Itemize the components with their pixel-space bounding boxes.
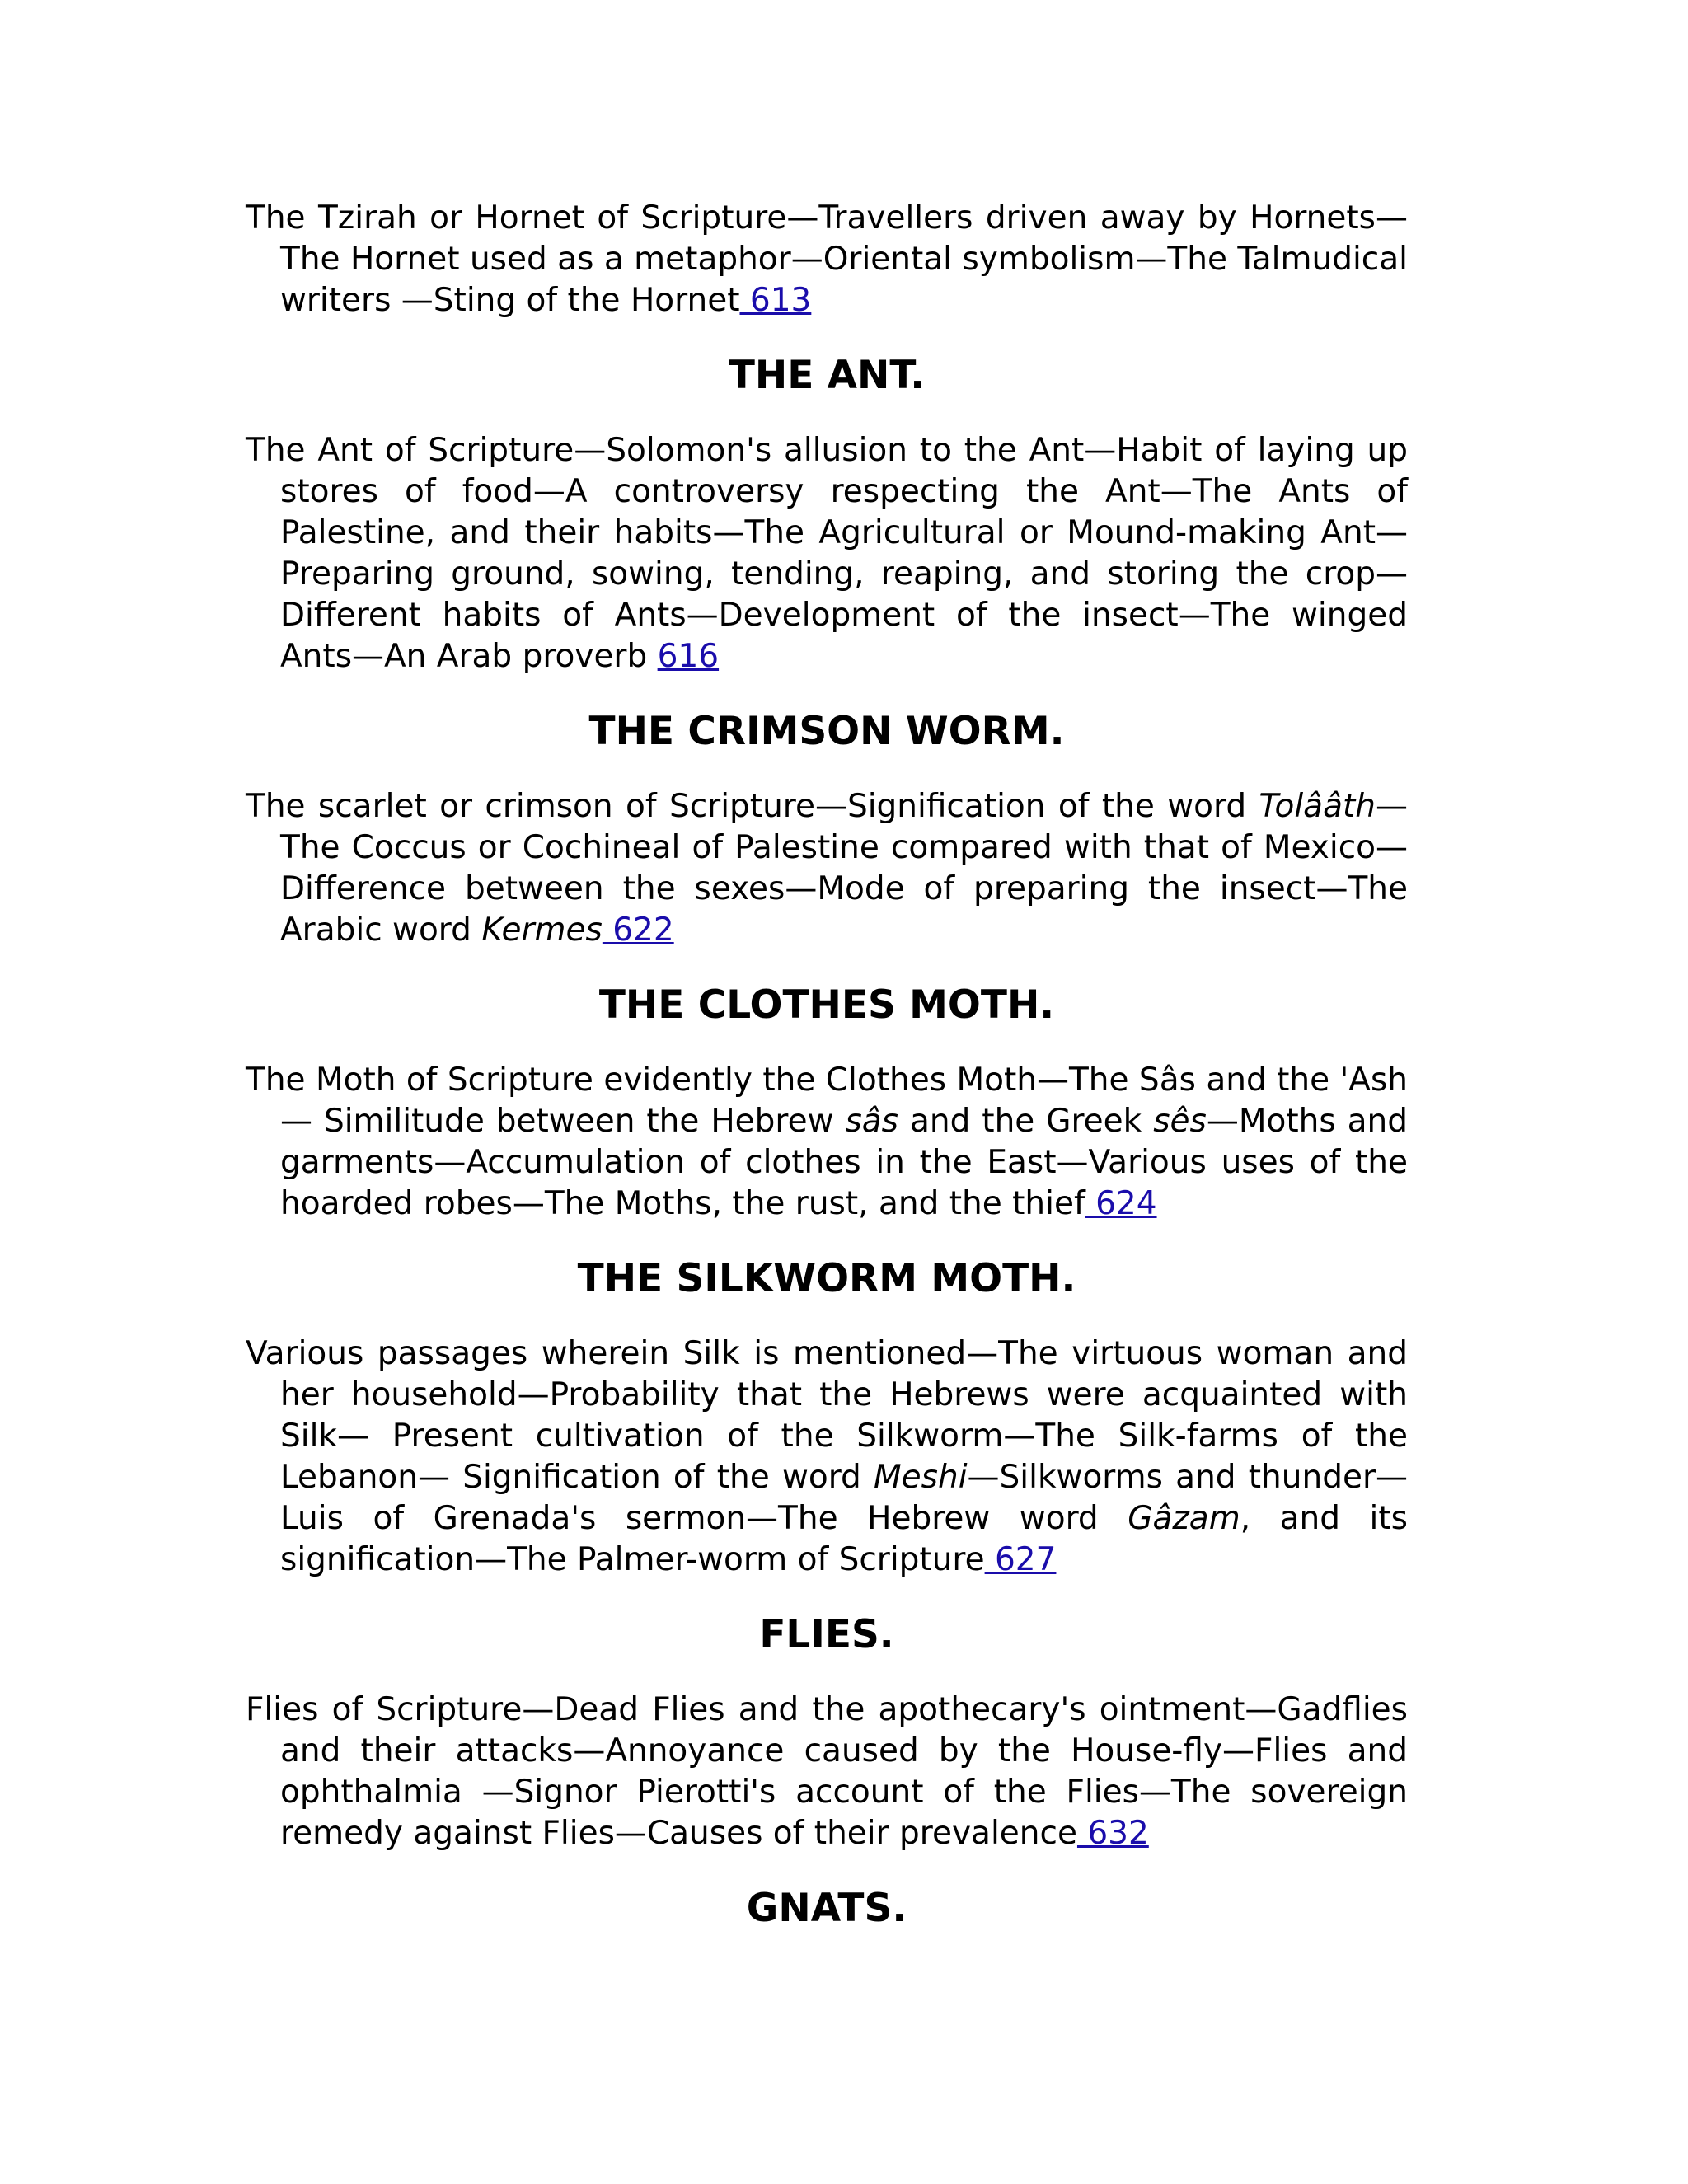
crimson-text-b: —The Coccus or Cochineal of Palestine compared with that of Mexico— Difference between the sexes—Mode of preparing the insect—The Arabic word [280,788,1408,949]
silkworm-text-c: , and its signification—The Palmer-worm of Scripture [280,1500,1408,1578]
silkworm-moth-heading: THE SILKWORM MOTH. [577,1256,1076,1301]
flies-entry [246,1690,1408,1854]
moth-italic-a: sâs [845,1103,898,1140]
moth-text-a: The Moth of Scripture evidently the Clothes Moth—The Sâs and the 'Ash— Similitude between the Hebrew [246,1062,1408,1140]
hornet-page-link[interactable]: 613 [739,282,812,319]
ant-page-link[interactable]: 616 [657,638,720,675]
ant-heading: THE ANT. [728,353,926,398]
moth-italic-b: sês [1153,1103,1207,1140]
crimson-italic-b: Kermes [481,912,603,949]
silkworm-italic-a: Meshi [874,1459,968,1496]
hornet-entry [246,198,1408,321]
silkworm-text-b: —Silkworms and thunder—Luis of Grenada's sermon—The Hebrew word [280,1459,1408,1537]
moth-page-link[interactable]: 624 [1085,1185,1157,1222]
silkworm-italic-b: Gâzam [1128,1500,1240,1537]
clothes-moth-entry [246,1060,1408,1225]
clothes-moth-heading: THE CLOTHES MOTH. [598,982,1055,1028]
crimson-worm-entry [246,786,1408,951]
flies-entry-text: Flies of Scripture—Dead Flies and the apothecary's ointment—Gadflies and their attacks—Annoyance caused by the House-fly—Flies and ophthalmia —Signor Pierotti's account of the Flies—The sovereign remedy against Flies—Causes of their prevalence [246,1691,1408,1852]
document-page [246,198,1408,1963]
crimson-text-a: The scarlet or crimson of Scripture—Signification of the word [246,788,1259,825]
flies-heading: FLIES. [759,1612,894,1657]
silkworm-moth-entry [246,1333,1408,1581]
silkworm-text-a: Various passages wherein Silk is mentioned—The virtuous woman and her household—Probability that the Hebrews were acquainted with Silk— Present cultivation of the Silkworm—The Silk-farms of the Lebanon— Signification of the word [246,1335,1408,1496]
flies-page-link[interactable]: 632 [1076,1815,1149,1852]
silkworm-page-link[interactable]: 627 [984,1541,1057,1578]
ant-entry [246,430,1408,677]
crimson-worm-heading: THE CRIMSON WORM. [588,709,1065,754]
crimson-italic-a: Tolââth [1259,788,1376,825]
moth-text-c: —Moths and garments—Accumulation of clothes in the East—Various uses of the hoarded robes—The Moths, the rust, and the thief [280,1103,1409,1222]
crimson-page-link[interactable]: 622 [602,912,674,949]
gnats-heading: GNATS. [746,1886,907,1931]
moth-text-b: and the Greek [898,1103,1154,1140]
ant-entry-text: The Ant of Scripture—Solomon's allusion to the Ant—Habit of laying up stores of food—A controversy respecting the Ant—The Ants of Palestine, and their habits—The Agricultural or Mound-making Ant—Preparing ground, sowing, tending, reaping, and storing the crop—Different habits of Ants—Development of the insect—The winged Ants—An Arab proverb [246,432,1408,675]
hornet-entry-text: The Tzirah or Hornet of Scripture—Travellers driven away by Hornets—The Hornet used as a metaphor—Oriental symbolism—The Talmudical writers —Sting of the Hornet [246,199,1408,319]
